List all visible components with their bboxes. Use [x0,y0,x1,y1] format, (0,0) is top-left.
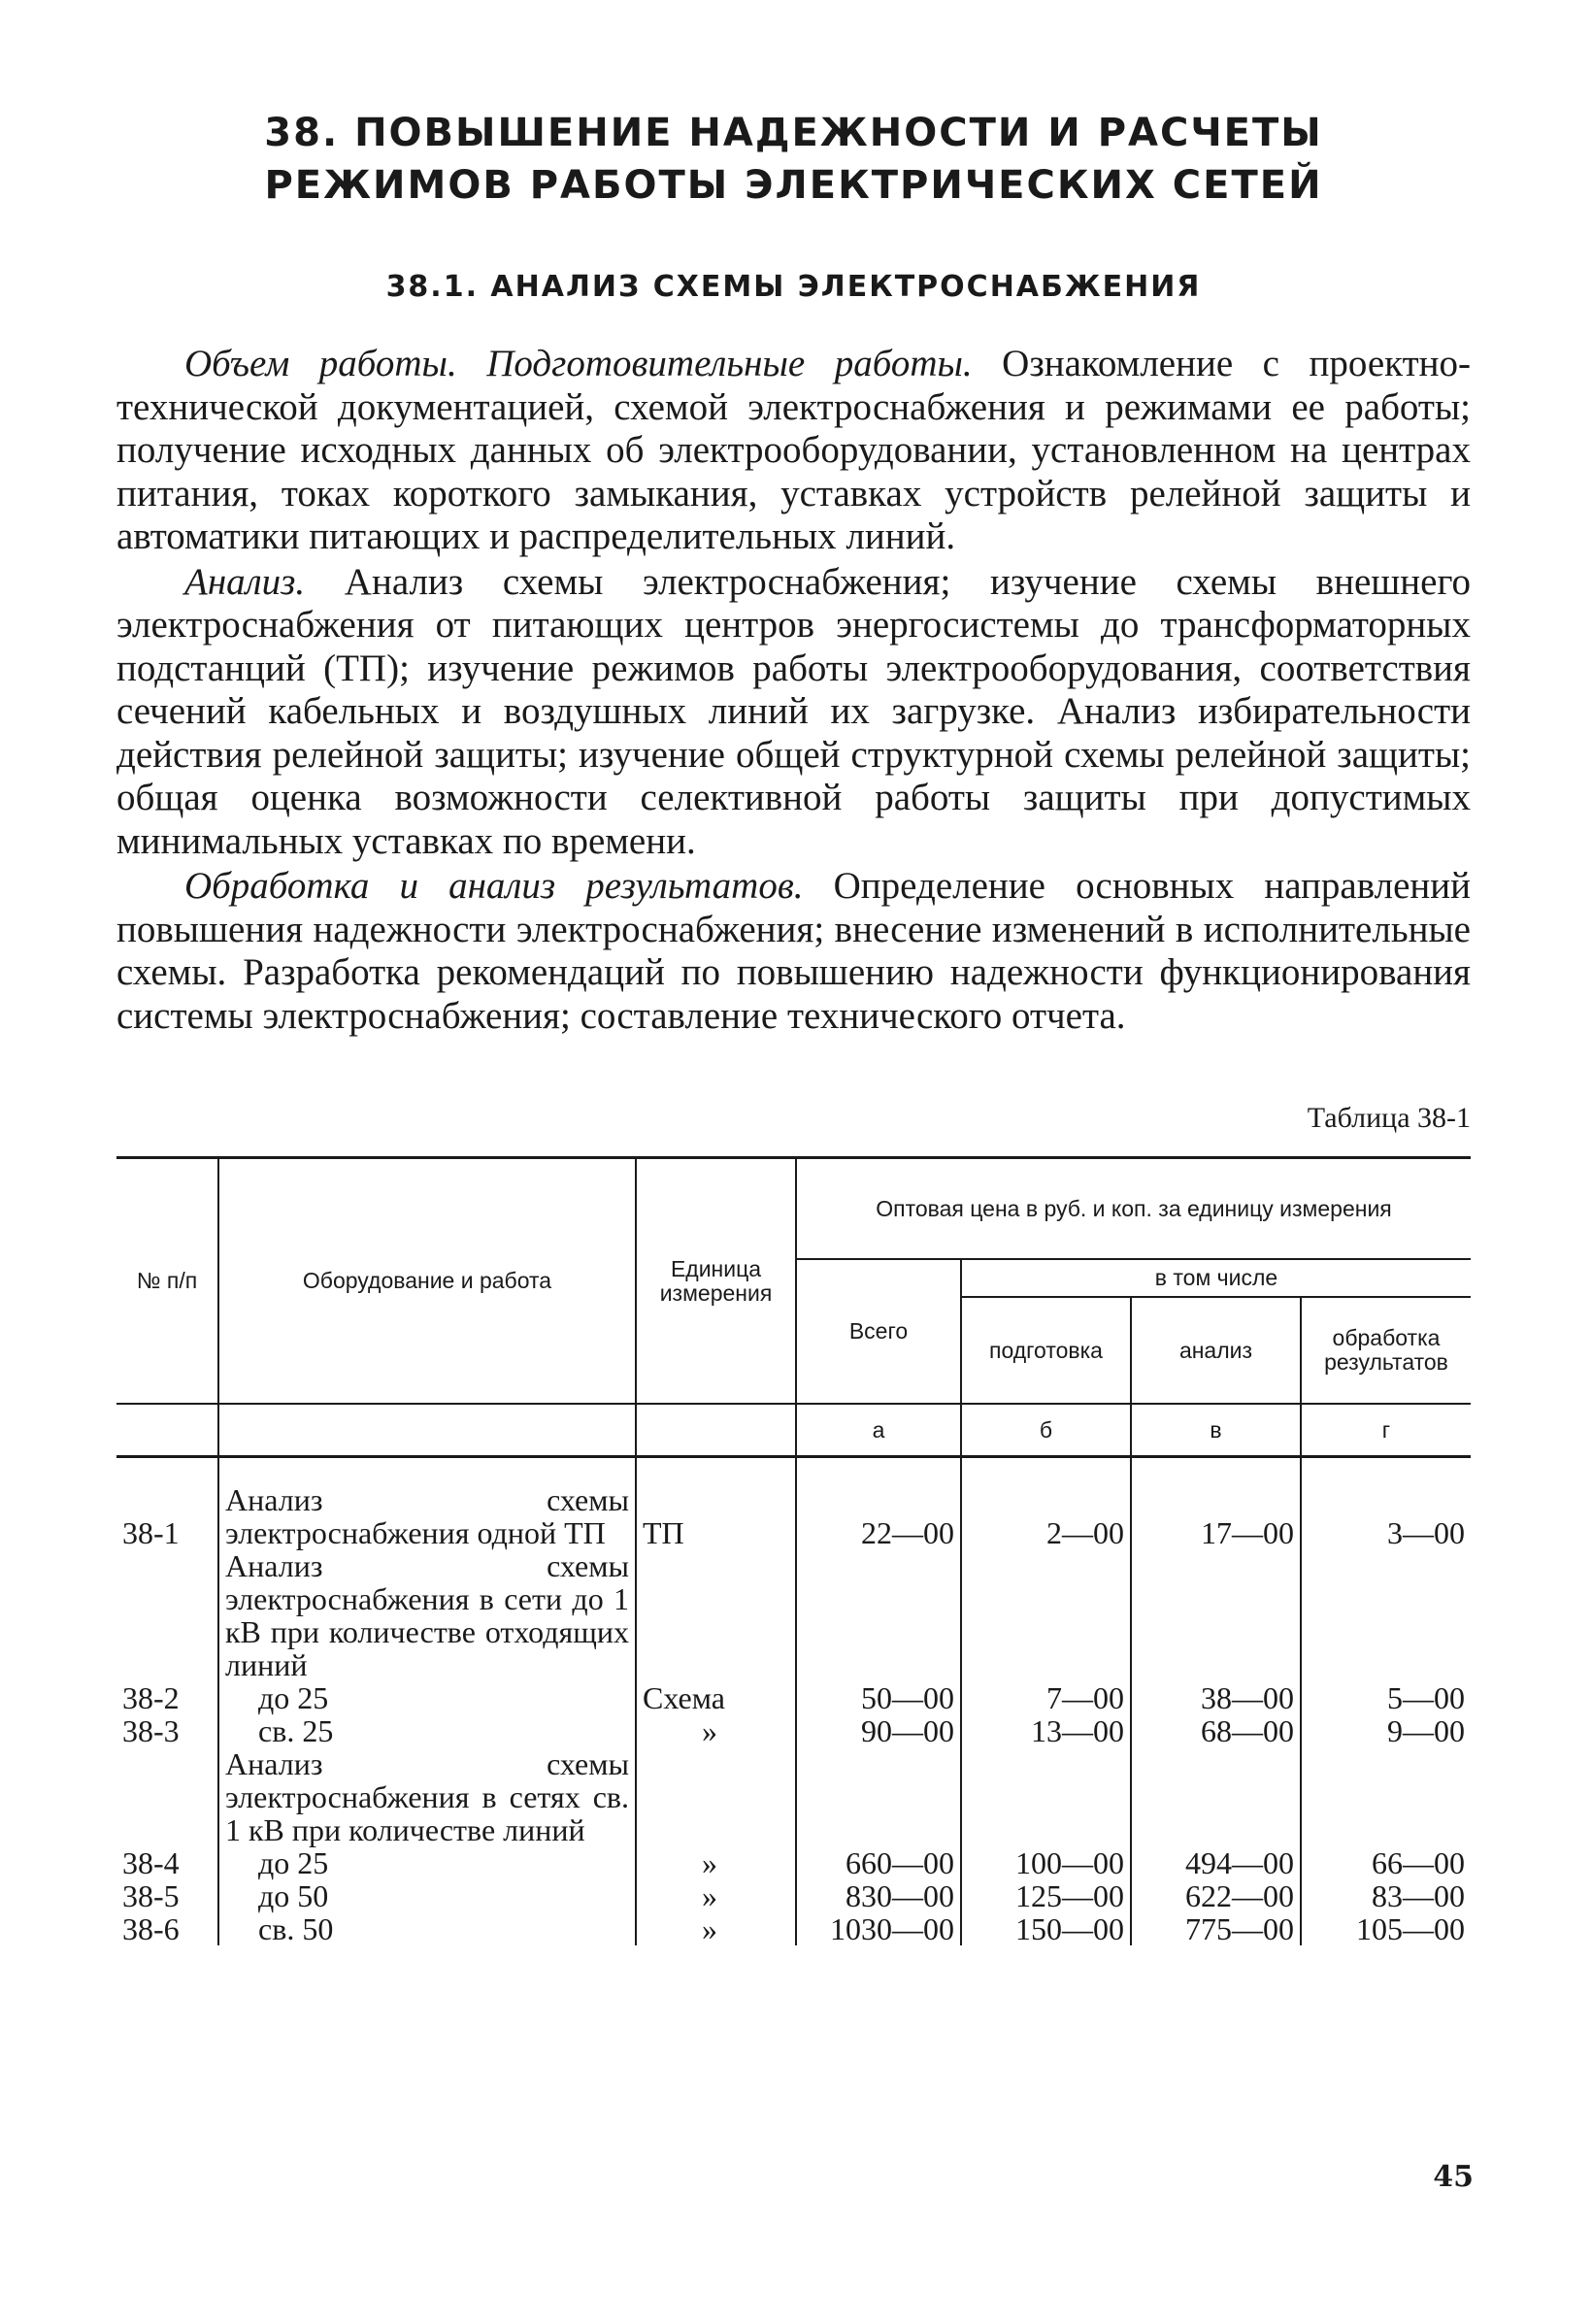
header-letter-empty-3 [636,1404,796,1457]
header-equipment: Оборудование и работа [218,1158,636,1405]
row-processing: 83—00 [1301,1879,1471,1912]
row-prep: 150—00 [961,1912,1131,1945]
paragraph-text: Определение основных направлений повышения надежности электроснабжения; внесение изменений в исполнительные схемы. Разработка рекомендаций по повышению надежности функционирования системы электроснабжения; составление технического отчета. [116,865,1471,1037]
header-letter-empty-1 [116,1404,218,1457]
table-row [116,1457,1471,1550]
row-processing: 105—00 [1301,1912,1471,1945]
table-row [116,1549,1471,1681]
document-page [116,107,1471,1945]
paragraph-text: Анализ схемы электроснабжения; изучение схемы внешнего электроснабжения от питающих центров энергосистемы до трансформаторных подстанций (ТП); изучение режимов работы электрооборудования, соответствия сечений кабельных и воздушных линий их загрузке. Анализ избирательности действия релейной защиты; изучение общей структурной схемы релейной защиты; общая оценка возможности селективной работы защиты при допустимых минимальных уставках по времени. [116,560,1471,862]
row-processing [1301,1747,1471,1846]
row-description: св. 50 [218,1912,636,1945]
row-number [116,1747,218,1846]
row-total: 50—00 [796,1681,961,1714]
row-prep [961,1549,1131,1681]
table-row [116,1912,1471,1945]
row-prep: 100—00 [961,1846,1131,1879]
header-letter-v: в [1131,1404,1301,1457]
header-num: № п/п [136,1268,198,1293]
table-row [116,1714,1471,1747]
row-processing [1301,1549,1471,1681]
row-number [116,1549,218,1681]
row-unit: » [636,1714,796,1747]
row-unit: » [636,1912,796,1945]
row-description: до 25 [218,1846,636,1879]
row-total: 1030—00 [796,1912,961,1945]
header-analysis: анализ [1131,1297,1301,1404]
row-prep: 7—00 [961,1681,1131,1714]
row-number: 38-3 [122,1713,180,1748]
row-analysis: 494—00 [1131,1846,1301,1879]
chapter-title [116,107,1471,212]
row-prep: 2—00 [961,1457,1131,1550]
row-number: 38-2 [122,1680,180,1715]
row-unit: » [636,1879,796,1912]
row-description: до 50 [218,1879,636,1912]
row-analysis [1131,1747,1301,1846]
row-prep: 13—00 [961,1714,1131,1747]
row-processing: 5—00 [1301,1681,1471,1714]
section-title: 38.1. АНАЛИЗ СХЕМЫ ЭЛЕКТРОСНАБЖЕНИЯ [385,270,1202,304]
row-analysis: 622—00 [1131,1879,1301,1912]
row-prep: 125—00 [961,1879,1131,1912]
header-total: Всего [796,1259,961,1404]
row-description: Анализ схемы электроснабжения одной ТП [218,1457,636,1550]
price-table [116,1156,1471,1945]
row-total [796,1747,961,1846]
row-description: Анализ схемы электроснабжения в сети до 1 кВ при количестве отходящих линий [218,1549,636,1681]
paragraph [116,865,1471,1038]
row-processing: 3—00 [1301,1457,1471,1550]
paragraph-lead: Анализ. [184,560,306,603]
row-number: 38-4 [122,1845,180,1880]
row-analysis: 38—00 [1131,1681,1301,1714]
row-number: 38-1 [122,1515,180,1550]
header-prep: подготовка [961,1297,1131,1404]
chapter-title-line-2: РЕЖИМОВ РАБОТЫ ЭЛЕКТРИЧЕСКИХ СЕТЕЙ [264,163,1323,208]
row-unit: » [636,1846,796,1879]
body-text [116,343,1471,1038]
paragraph-lead: Обработка и анализ результатов. [184,865,804,907]
row-unit [636,1549,796,1681]
price-table-body [116,1457,1471,1946]
paragraph [116,343,1471,559]
row-prep [961,1747,1131,1846]
row-processing: 66—00 [1301,1846,1471,1879]
table-row [116,1747,1471,1846]
row-description: св. 25 [218,1714,636,1747]
row-number: 38-5 [122,1878,180,1913]
row-total: 830—00 [796,1879,961,1912]
row-description: Анализ схемы электроснабжения в сетях св. 1 кВ при количестве линий [218,1747,636,1846]
row-analysis: 17—00 [1131,1457,1301,1550]
paragraph-lead: Объем работы. Подготовительные работы. [184,343,973,384]
header-letter-a: а [796,1404,961,1457]
price-table-header [116,1158,1471,1457]
header-unit: Единица измерения [636,1158,796,1405]
header-processing: обработка результатов [1301,1297,1471,1404]
row-total [796,1549,961,1681]
paragraph [116,561,1471,864]
row-description: до 25 [218,1681,636,1714]
row-unit: ТП [636,1457,796,1550]
header-letter-b: б [961,1404,1131,1457]
row-analysis [1131,1549,1301,1681]
paragraph-text: Ознакомление с проектно-технической документацией, схемой электроснабжения и режимами ее работы; получение исходных данных об электрооборудовании, установленном на центрах питания, токах короткого замыкания, уставках устройств релейной защиты и автоматики питающих и распределительных линий. [116,343,1471,557]
header-including: в том числе [961,1259,1471,1297]
row-number: 38-6 [122,1911,180,1946]
header-letter-empty-2 [218,1404,636,1457]
table-row [116,1681,1471,1714]
row-unit [636,1747,796,1846]
row-processing: 9—00 [1301,1714,1471,1747]
row-total: 22—00 [796,1457,961,1550]
row-analysis: 68—00 [1131,1714,1301,1747]
row-analysis: 775—00 [1131,1912,1301,1945]
row-total: 660—00 [796,1846,961,1879]
chapter-title-line-1: 38. ПОВЫШЕНИЕ НАДЕЖНОСТИ И РАСЧЕТЫ [264,111,1323,155]
table-caption: Таблица 38-1 [1307,1102,1471,1134]
header-price-group: Оптовая цена в руб. и коп. за единицу измерения [796,1158,1471,1260]
table-row [116,1846,1471,1879]
page-number: 45 [1433,2160,1474,2194]
row-total: 90—00 [796,1714,961,1747]
row-unit: Схема [636,1681,796,1714]
table-row [116,1879,1471,1912]
header-letter-g: г [1301,1404,1471,1457]
